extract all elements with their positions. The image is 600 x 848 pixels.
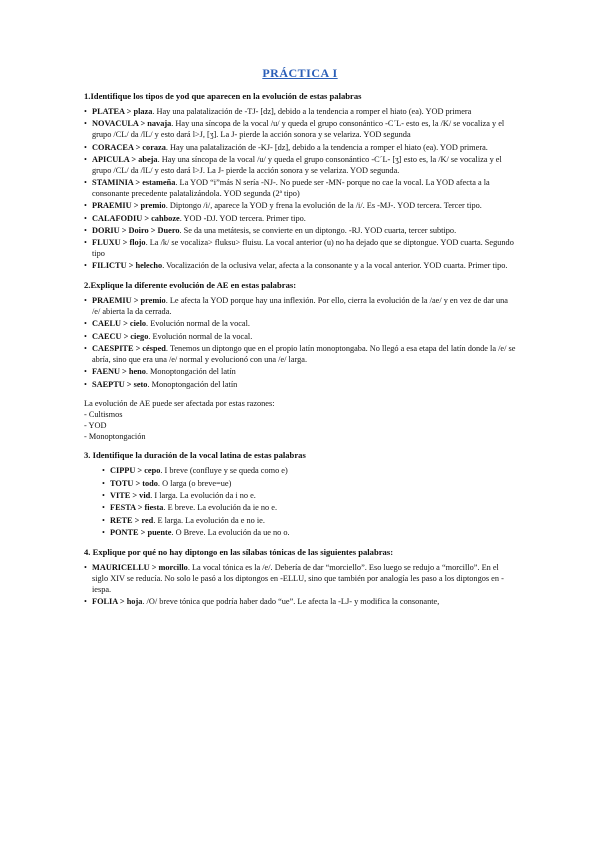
item-text: . La YOD “i”más N sería -NJ-. No puede ser -MN- porque no cae la vocal. La YOD afecta a la consonante precedente palatalizándola. YOD segunda (2ª tipo): [92, 178, 490, 198]
item-list: [84, 296, 516, 390]
item-text: . I breve (confluye y se queda como e): [160, 466, 288, 476]
item-term: CALAFODIU > cahboze: [92, 213, 180, 223]
list-item: [84, 155, 516, 177]
sections-container: [84, 91, 516, 608]
section-heading: [84, 280, 516, 291]
item-term: CIPPU > cepo: [110, 466, 161, 476]
item-text: . Monoptongación del latín: [147, 379, 238, 389]
heading-heading-post: :: [293, 280, 297, 291]
item-term: NOVACULA > navaja: [92, 119, 172, 129]
item-text: . Evolución normal de la vocal.: [148, 331, 253, 341]
heading-num: 1: [84, 91, 89, 101]
heading-sep: .: [88, 280, 91, 291]
section-3: [84, 450, 516, 538]
list-item: [102, 528, 516, 539]
item-text: . /O/ breve tónica que podría haber dado “ue”. Le afecta la -LJ- y modifica la consonante,: [142, 596, 440, 606]
section-2: [84, 280, 516, 442]
item-term: APICULA > abeja: [92, 154, 158, 164]
list-item: [84, 367, 516, 378]
item-text: . Evolución normal de la vocal.: [146, 319, 250, 329]
list-item: [102, 479, 516, 490]
section-heading: [84, 450, 516, 461]
list-item: [84, 238, 516, 260]
item-term: FILICTU > helecho: [92, 261, 163, 271]
item-term: PONTE > puente: [110, 527, 172, 537]
item-list: [84, 107, 516, 272]
item-text: . Hay una palatalización de -TJ- [dz], debido a la tendencia a romper el hiato (ea). YOD primera: [152, 107, 472, 116]
heading-heading-post: :: [390, 546, 394, 557]
list-item: [84, 226, 516, 237]
heading-heading-pre: Explique la diferente evolución de AE en estas palabras: [90, 280, 294, 291]
list-item: [84, 319, 516, 330]
item-term: SAEPTU > seto: [92, 379, 148, 389]
item-text: . Le afecta la YOD porque hay una inflexión. Por ello, cierra la evolución de la /ae/ y en vez de dar una /e/ abierta la da cerrada.: [92, 296, 508, 317]
item-text: . Vocalización de la oclusiva velar, afecta a la consonante y a la vocal anterior. YOD cuarta. Primer tipo.: [162, 261, 508, 271]
item-term: CAELU > cielo: [92, 319, 147, 329]
item-text: . E breve. La evolución da ie no e.: [163, 503, 278, 513]
list-item: [84, 344, 516, 366]
heading-heading-pre: Explique por qué no hay diptongo en las sílabas tónicas de las siguientes palabras: [92, 546, 391, 557]
item-term: CAESPITE > césped: [92, 344, 166, 353]
item-term: RETE > red: [110, 515, 154, 525]
item-text: . La vocal tónica es la /e/. Debería de dar “morciello”. Eso luego se redujo a “morcillo”. En el siglo XIV se reducía. No solo le pasó a los diptongos en -ELLU, sino que también por analogía les paso a los diptongos en -iespa.: [92, 562, 504, 594]
list-item: [84, 597, 516, 608]
heading-sep: .: [88, 91, 91, 101]
heading-num: 2: [84, 280, 89, 291]
item-list: [84, 563, 516, 608]
list-item: [84, 261, 516, 272]
item-term: PRAEMIU > premio: [92, 201, 166, 211]
item-text: . Se da una metátesis, se convierte en un diptongo. -RJ. YOD cuarta, tercer subtipo.: [179, 225, 457, 235]
list-item: [84, 178, 516, 200]
list-item: [84, 214, 516, 225]
dash-item: - Cultismos: [84, 410, 123, 420]
item-term: CAECU > ciego: [92, 331, 149, 341]
list-item: [84, 296, 516, 318]
item-term: PLATEA > plaza: [92, 107, 153, 116]
item-term: PRAEMIU > premio: [92, 296, 166, 306]
list-item: [84, 143, 516, 154]
item-term: CORACEA > coraza: [92, 142, 166, 152]
list-item: [102, 491, 516, 502]
item-text: . Hay una síncopa de la vocal /u/ y queda el grupo consonántico -C´L- esto es, la /K/ se vocaliza y el grupo /CL/ da /lL/ y esto dará l>J, [ʒ]. La J- pierde la acción sonora y se velariza. YOD segunda: [92, 119, 505, 140]
item-text: . E larga. La evolución da e no ie.: [153, 515, 265, 525]
page-title: PRÁCTICA I: [262, 66, 338, 80]
item-term: DORIU > Doiro > Duero: [92, 225, 180, 235]
item-list: [84, 466, 516, 538]
item-term: FESTA > fiesta: [110, 503, 164, 513]
section-paragraph: La evolución de AE puede ser afectada por estas razones:: [84, 399, 275, 409]
section-1: [84, 91, 516, 272]
heading-sep: .: [88, 546, 93, 557]
heading-heading-pre: Identifique la duración de la vocal latina de estas palabras: [92, 450, 306, 461]
heading-sep: .: [88, 450, 93, 461]
item-term: VITE > vid: [110, 491, 151, 500]
item-term: FAENU > heno: [92, 367, 146, 377]
item-text: . Monoptongación del latín: [145, 367, 236, 377]
item-text: . Hay una palatalización de -KJ- [dz], debido a la tendencia a romper el hiato (ea). YOD primera.: [165, 142, 488, 152]
item-text: . I larga. La evolución da i no e.: [150, 491, 256, 500]
dash-item: - Monoptongación: [84, 432, 146, 442]
item-term: TOTU > todo: [110, 478, 158, 488]
list-item: [84, 107, 516, 118]
list-item: [84, 201, 516, 212]
item-text: . Tenemos un diptongo que en el propio latín monoptongaba. No llegó a esa etapa del latín donde la /e/ se abría, sino que era una /e/ normal y evolucionó con una /e/ larga.: [92, 344, 516, 364]
section-heading: [84, 91, 516, 102]
item-text: . Hay una síncopa de la vocal /u/ y queda el grupo consonántico -C´L- [ʒ] esto es, la /K/ se vocaliza y el grupo /CL/ da /lL/ y esto dará l>J. La J- pierde la acción sonora y se velariza. YOD segunda.: [92, 154, 502, 175]
list-item: [84, 563, 516, 596]
heading-heading-pre: Identifique los tipos de yod que aparecen en la evolución de estas palabras: [90, 91, 362, 101]
item-text: . La /k/ se vocaliza> fluksu> fluisu. La vocal anterior (u) no ha dejado que se diptongue. YOD cuarta. Segundo tipo: [92, 238, 514, 258]
dash-item: - YOD: [84, 421, 107, 431]
item-term: FLUXU > flojo: [92, 238, 146, 248]
item-text: . Diptongo /i/, aparece la YOD y frena la evolución de la /i/. Es -MJ-. YOD tercera. Tercer tipo.: [165, 201, 482, 211]
list-item: [102, 503, 516, 514]
list-item: [84, 380, 516, 391]
item-term: FOLIA > hoja: [92, 596, 143, 606]
item-term: MAURICELLU > morcillo: [92, 562, 188, 572]
list-item: [102, 516, 516, 527]
heading-num: 3: [84, 450, 89, 461]
list-item: [84, 119, 516, 141]
section-heading: [84, 547, 516, 558]
list-item: [84, 332, 516, 343]
heading-num: 4: [84, 546, 89, 557]
item-term: STAMINIA > estameña: [92, 178, 176, 187]
item-text: . O Breve. La evolución da ue no o.: [171, 527, 290, 537]
section-4: [84, 547, 516, 608]
item-text: . O larga (o breve=ue): [157, 478, 232, 488]
item-text: . YOD -DJ. YOD tercera. Primer tipo.: [179, 213, 306, 223]
list-item: [102, 466, 516, 477]
